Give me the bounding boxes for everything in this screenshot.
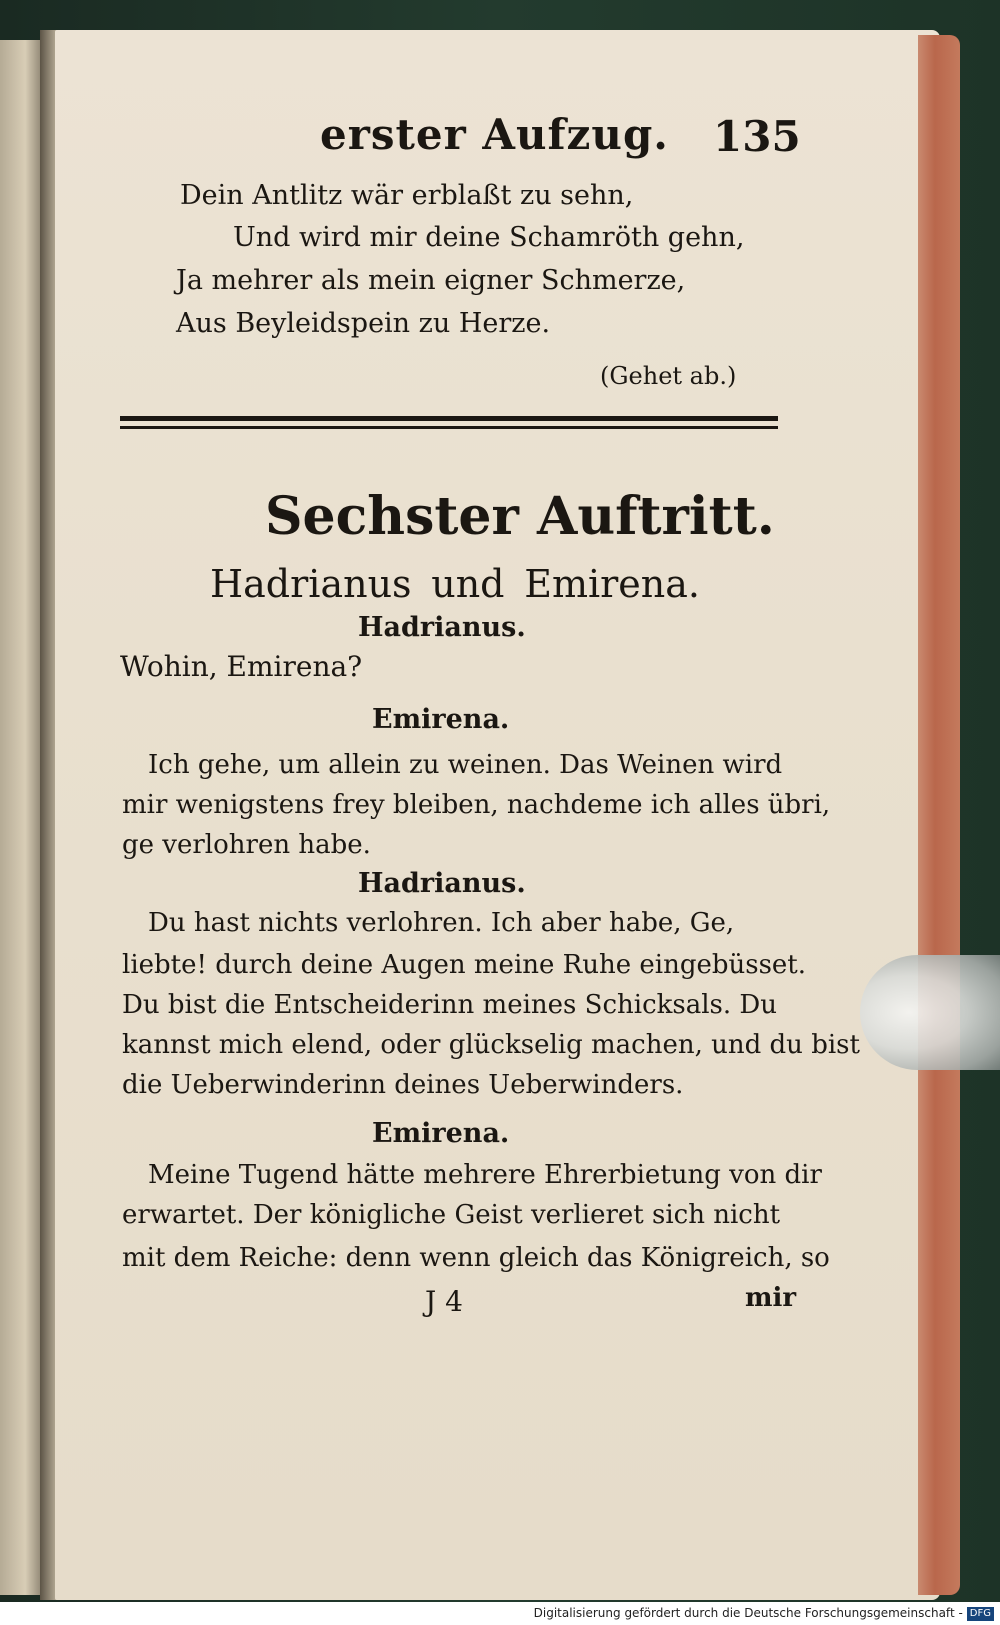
dialogue-line: Wohin, Emirena?	[120, 650, 363, 683]
dialogue-line: mir wenigstens frey bleiben, nachdeme ich alles übri,	[122, 790, 831, 820]
scanner-thumb-clip	[860, 955, 1000, 1070]
character-conjunction: und	[431, 562, 505, 606]
dialogue-line: kannst mich elend, oder glückselig machen, und du bist	[122, 1030, 860, 1060]
signature-mark: J 4	[425, 1285, 463, 1318]
scene-title: Sechster Auftritt.	[265, 486, 775, 547]
stage-direction: (Gehet ab.)	[600, 362, 737, 390]
speaker-name: Emirena.	[372, 704, 510, 735]
verse-line: Ja mehrer als mein eigner Schmerze,	[176, 265, 686, 296]
character-name: Hadrianus	[210, 562, 412, 606]
page-number: 135	[713, 112, 801, 161]
dialogue-line: ge verlohren habe.	[122, 830, 371, 860]
dialogue-line: Du hast nichts verlohren. Ich aber habe, Ge,	[148, 908, 735, 938]
page-edge	[918, 35, 960, 1595]
verse-line: Dein Antlitz wär erblaßt zu sehn,	[180, 180, 634, 211]
verse-line: Aus Beyleidspein zu Herze.	[176, 308, 551, 339]
dialogue-line: liebte! durch deine Augen meine Ruhe eingebüsset.	[122, 950, 807, 980]
speaker-name: Hadrianus.	[358, 612, 526, 643]
dialogue-line: mit dem Reiche: denn wenn gleich das Königreich, so	[122, 1243, 830, 1273]
credit-text: Digitalisierung gefördert durch die Deutsche Forschungsgemeinschaft -	[533, 1606, 963, 1620]
catchword: mir	[745, 1283, 797, 1313]
verse-line: Und wird mir deine Schamröth gehn,	[233, 222, 745, 253]
digitization-credit	[0, 1602, 1000, 1625]
scene-characters	[210, 562, 700, 606]
speaker-name: Emirena.	[372, 1118, 510, 1149]
left-page-edge	[0, 40, 42, 1595]
dialogue-line: erwartet. Der königliche Geist verlieret sich nicht	[122, 1200, 781, 1230]
divider-rule	[120, 426, 778, 429]
dialogue-line: die Ueberwinderinn deines Ueberwinders.	[122, 1070, 684, 1100]
dialogue-line: Du bist die Entscheiderinn meines Schicksals. Du	[122, 990, 778, 1020]
dialogue-line: Meine Tugend hätte mehrere Ehrerbietung von dir	[148, 1160, 822, 1190]
running-header: erster Aufzug.	[320, 110, 669, 159]
divider-rule	[120, 416, 778, 421]
character-name: Emirena.	[524, 562, 700, 606]
dialogue-line: Ich gehe, um allein zu weinen. Das Weinen wird	[148, 750, 783, 780]
speaker-name: Hadrianus.	[358, 868, 526, 899]
dfg-logo: DFG	[967, 1607, 994, 1621]
